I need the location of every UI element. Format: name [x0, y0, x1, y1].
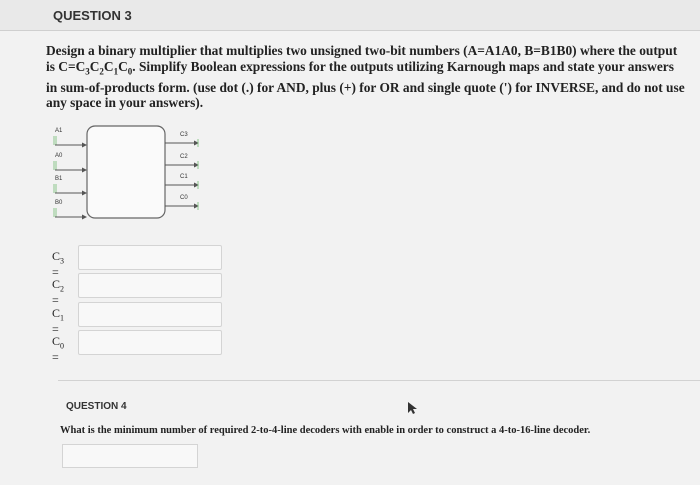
answer-input-c1[interactable]: [78, 302, 222, 327]
output-label-c0: C0: [180, 195, 188, 201]
prompt-sub-2: 2: [99, 66, 104, 77]
answer-input-c2[interactable]: [78, 273, 222, 298]
input-label-b0: B0: [55, 200, 63, 206]
prompt-c0: C: [118, 58, 128, 74]
question-3-prompt: [46, 43, 686, 111]
prompt-c2: C: [89, 58, 100, 74]
prompt-text-1: Design a binary multiplier that multiplies two unsigned two-bit numbers (A=A1A0, B=B1B0) where the output is C=C: [46, 43, 678, 74]
multiplier-block-diagram: [40, 118, 220, 228]
answer-input-c3[interactable]: [78, 245, 222, 270]
question-4-answer-input[interactable]: [62, 444, 198, 468]
section-divider: [58, 380, 700, 381]
prompt-sub-0: 0: [127, 66, 133, 77]
input-label-a1: A1: [55, 128, 63, 134]
question-3-title: QUESTION 3: [53, 8, 132, 23]
question-4-title: QUESTION 4: [66, 401, 127, 412]
output-label-c3: C3: [180, 132, 188, 138]
multiplier-block: [87, 126, 165, 218]
question-4-prompt: What is the minimum number of required 2-to-4-line decoders with enable in order to construct a 4-to-16-line decoder.: [60, 425, 591, 436]
output-label-c2: C2: [180, 154, 188, 160]
answer-label-c2: $C_2$ =: [52, 277, 65, 308]
mouse-cursor-icon: [406, 401, 418, 415]
prompt-sub-3: 3: [85, 66, 90, 77]
answer-label-c0: $C_0$ =: [52, 334, 65, 365]
prompt-c1: C: [103, 58, 114, 74]
input-label-b1: B1: [55, 176, 63, 182]
output-label-c1: C1: [180, 174, 188, 180]
question-3-header: [0, 0, 700, 31]
prompt-sub-1: 1: [113, 66, 119, 77]
input-label-a0: A0: [55, 153, 63, 159]
multiplier-diagram-svg: [40, 118, 220, 228]
answer-input-c0[interactable]: [78, 330, 222, 355]
answer-label-c3: $C_3$ =: [52, 249, 65, 280]
answer-label-c1: $C_1$ =: [52, 306, 65, 337]
prompt-text-2: . Simplify Boolean expressions for the outputs utilizing Karnough maps and state your answers in sum-of-products form. (use dot (.) for AND, plus (+) for OR and single quote (') for INVERSE, and do not use any space in your answers).: [46, 58, 685, 111]
